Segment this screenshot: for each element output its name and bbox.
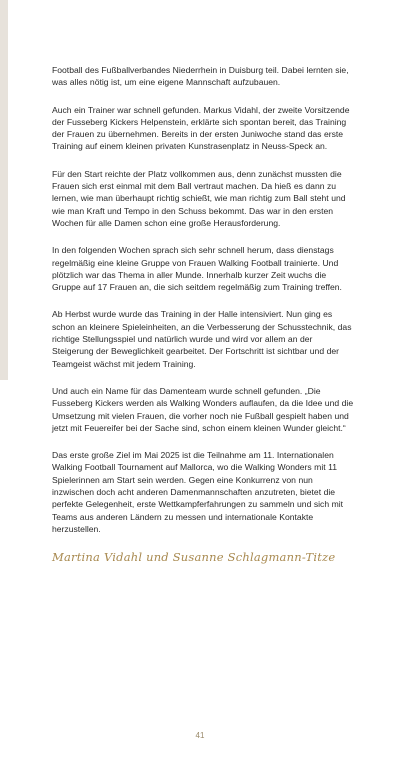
article-body bbox=[52, 64, 354, 564]
decorative-side-strip bbox=[0, 0, 8, 380]
paragraph-4: In den folgenden Wochen sprach sich sehr schnell herum, dass dienstags regelmäßig eine kleine Gruppe von Frauen Walking Football trainierte. Und plötzlich war das Thema in aller Munde. Innerhalb kurzer Zeit wuchs die Gruppe auf 17 Frauen an, die sich seitdem regelmäßig zum Training treffen. bbox=[52, 245, 342, 293]
paragraph-1: Football des Fußballverbandes Niederrhein in Duisburg teil. Dabei lernten sie, was alles nötig ist, um eine eigene Mannschaft aufzubauen. bbox=[52, 65, 349, 88]
paragraph-2: Auch ein Trainer war schnell gefunden. Markus Vidahl, der zweite Vorsitzende der Fusseberg Kickers Helpenstein, erklärte sich spontan bereit, das Training der Frauen zu übernehmen. Bereits in der ersten Juniwoche stand das erste Training auf einem kleinen privaten Kunstrasenplatz in Neuss-Speck an. bbox=[52, 104, 350, 152]
paragraph-3: Für den Start reichte der Platz vollkommen aus, denn zunächst mussten die Frauen sich erst einmal mit dem Ball vertraut machen. Da hieß es dann zu lernen, wie man überhaupt richtig schießt, wie man richtig zum Ball steht und wie man Kraft und Tempo in den Schuss bekommt. Das war in den ersten Wochen für alle Damen schon eine große Herausforderung. bbox=[52, 168, 346, 228]
author-signature: Martina Vidahl und Susanne Schlagmann-Titze bbox=[52, 550, 336, 565]
paragraph-5: Ab Herbst wurde wurde das Training in der Halle intensiviert. Nun ging es schon an kleinere Spieleinheiten, an die Verbesserung der Schusstechnik, das richtige Stellungsspiel und natürlich wurde und wird vor allem an der Steigerung der Beweglichkeit gearbeitet. Der Fortschritt ist sichtbar und der Teamgeist wächst mit jedem Training. bbox=[52, 309, 352, 369]
paragraph-6: Und auch ein Name für das Damenteam wurde schnell gefunden. „Die Fusseberg Kickers werden als Walking Wonders auflaufen, da die Idee und die Umsetzung mit vielen Frauen, die vorher noch nie Fußball gespielt haben und jetzt mit Feuereifer bei der Sache sind, schon einem kleinen Wunder gleicht.“ bbox=[52, 385, 354, 433]
paragraph-7: Das erste große Ziel im Mai 2025 ist die Teilnahme am 11. Internationalen Walking Football Tournament auf Mallorca, wo die Walking Wonders mit 11 Spielerinnen am Start sein werden. Gegen eine Konkurrenz von nun inzwischen doch acht anderen Damenmannschaften anzutreten, bietet die perfekte Gelegenheit, erste Wettkampferfahrungen zu sammeln und sich mit Teams aus anderen Ländern zu messen und internationale Kontakte herzustellen. bbox=[52, 450, 344, 534]
page-number: 41 bbox=[195, 731, 205, 740]
